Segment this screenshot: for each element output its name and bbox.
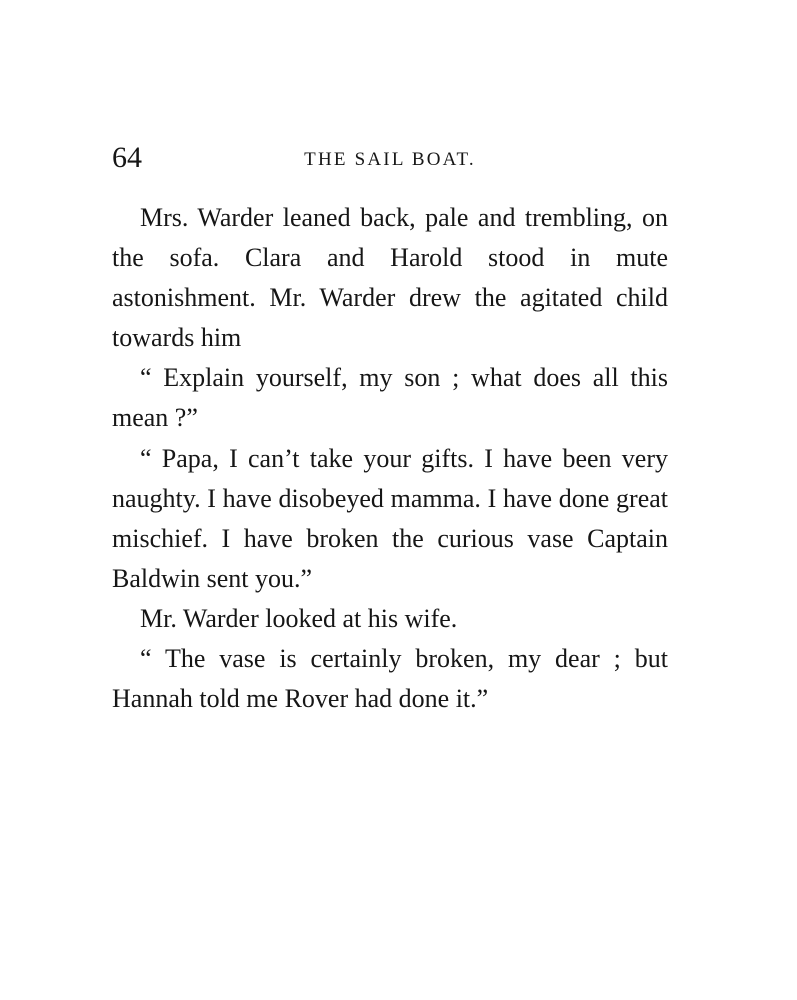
page-number: 64	[112, 141, 142, 174]
running-title: THE SAIL BOAT.	[304, 149, 476, 170]
paragraph: “ Papa, I can’t take your gifts. I have been very naughty. I have disobeyed mamma. I have done great mischief. I have broken the curious vase Captain Baldwin sent you.”	[112, 443, 668, 593]
paragraph: Mr. Warder looked at his wife.	[140, 603, 458, 633]
paragraph: “ The vase is certainly broken, my dear ; but Hannah told me Rover had done it.”	[112, 644, 668, 714]
paragraph: Mrs. Warder leaned back, pale and trembling, on the sofa. Clara and Harold stood in mute astonishment. Mr. Warder drew the agitated child towards him	[112, 203, 668, 353]
body-text	[112, 198, 668, 719]
page-header	[112, 140, 668, 180]
paragraph: “ Explain yourself, my son ; what does all this mean ?”	[112, 363, 668, 433]
